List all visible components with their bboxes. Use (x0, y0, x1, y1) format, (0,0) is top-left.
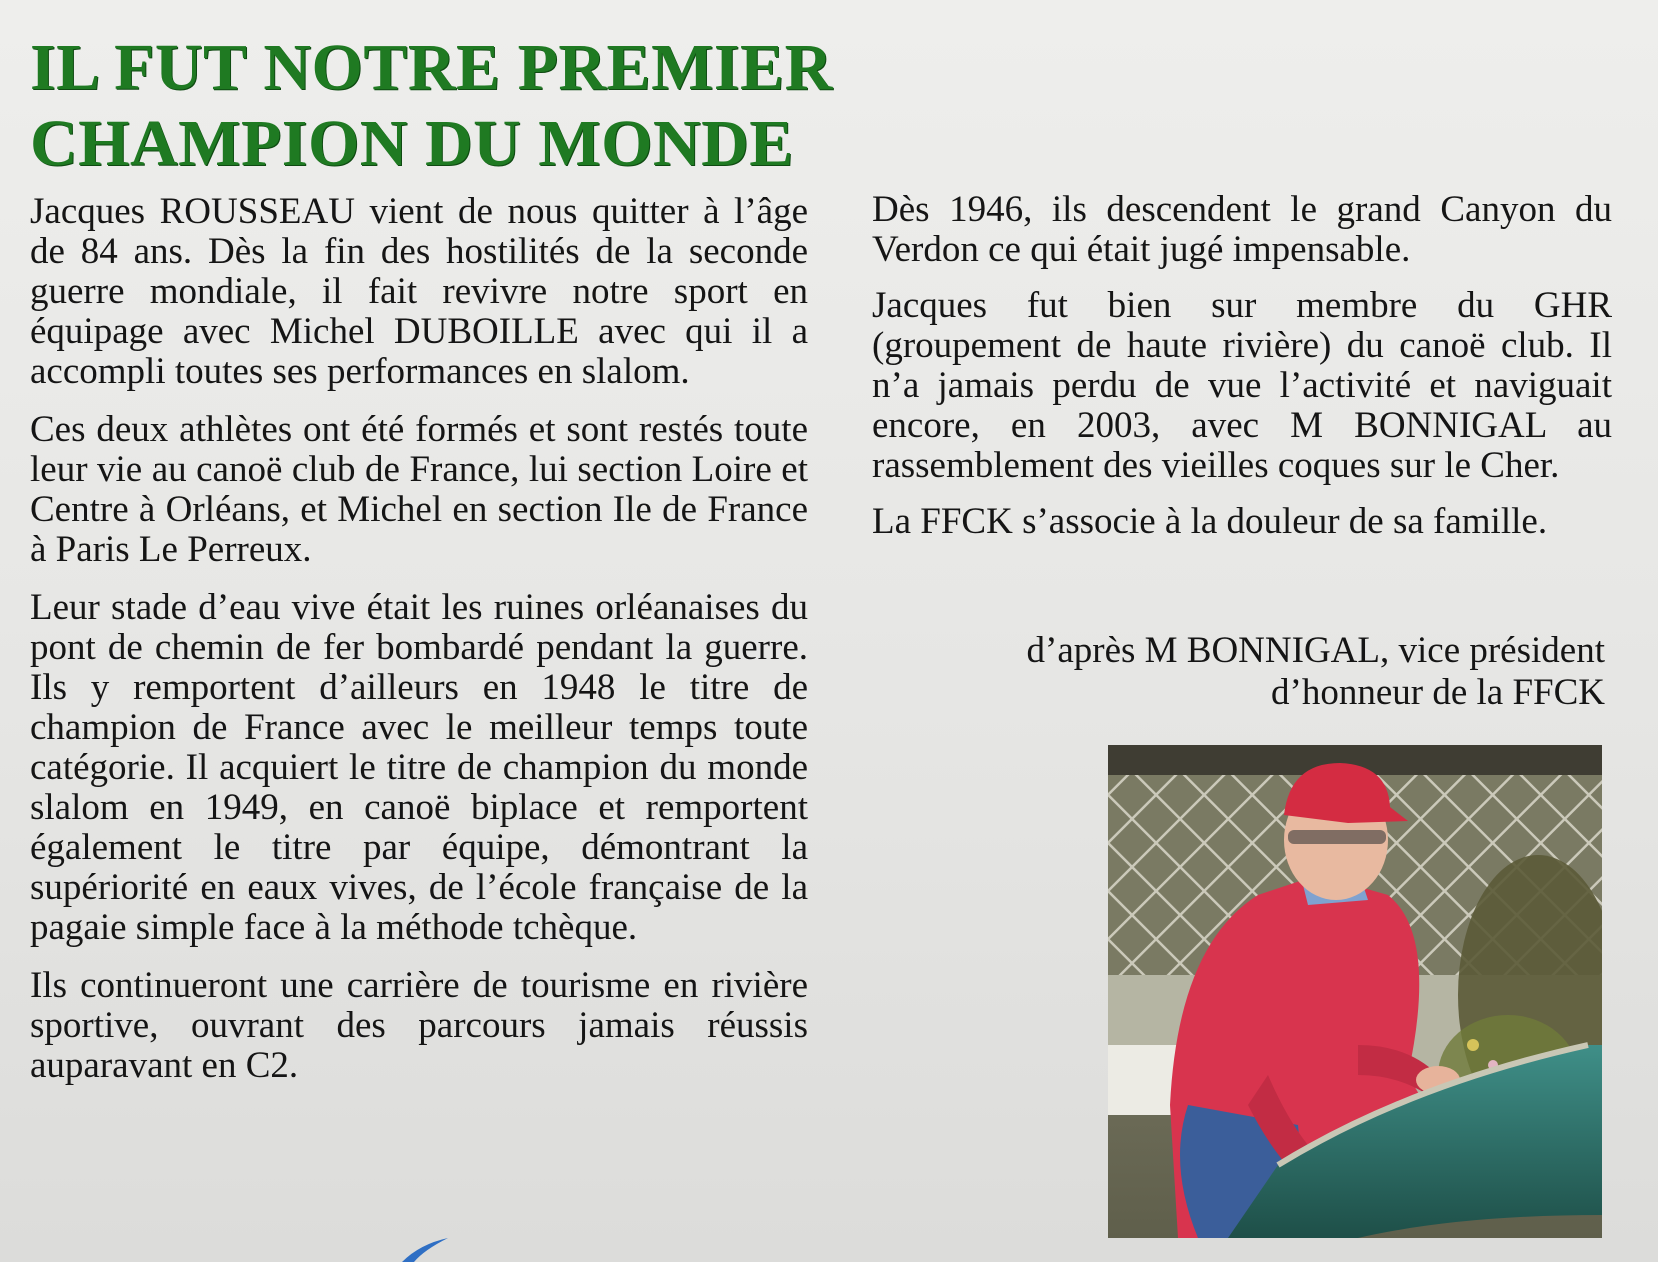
paragraph: La FFCK s’associe à la douleur de sa famille. (872, 501, 1548, 542)
paragraph: Leur stade d’eau vive était les ruines orléanaises du pont de chemin de fer bombardé pendant la guerre. Ils y remportent d’ailleurs en 1948 le titre de champion de France avec le meilleur temps toute catégorie. Il acquiert le titre de champion du monde slalom en 1949, en canoë biplace et remportent également le titre par équipe, démontrant la supériorité en eaux vives, de l’école française de la pagaie simple face à la méthode tchèque. (30, 587, 808, 948)
right-column (872, 190, 1612, 558)
title-line-2: CHAMPION DU MONDE (30, 107, 794, 180)
signature (960, 630, 1605, 714)
left-column (30, 192, 808, 1104)
portrait-photo (1108, 745, 1602, 1238)
swoosh-logo-fragment (400, 1236, 450, 1262)
paragraph: Jacques fut bien sur membre du GHR (groupement de haute rivière) du canoë club. Il n’a jamais perdu de vue l’activité et naviguait encore, en 2003, avec M BONNIGAL au rassemblement des vieilles coques sur le Cher. (872, 285, 1612, 486)
signature-line-1: d’après M BONNIGAL, vice président (1026, 630, 1605, 671)
paragraph: Ces deux athlètes ont été formés et sont restés toute leur vie au canoë club de France, lui section Loire et Centre à Orléans, et Michel en section Ile de France à Paris Le Perreux. (30, 409, 808, 570)
paragraph: Jacques ROUSSEAU vient de nous quitter à l’âge de 84 ans. Dès la fin des hostilités de la seconde guerre mondiale, il fait revivre notre sport en équipage avec Michel DUBOILLE avec qui il a accompli toutes ses performances en slalom. (30, 191, 808, 392)
portrait-illustration (1108, 745, 1602, 1238)
paragraph: Dès 1946, ils descendent le grand Canyon du Verdon ce qui était jugé impensable. (872, 189, 1612, 270)
paragraph: Ils continueront une carrière de tourisme en rivière sportive, ouvrant des parcours jamais réussis auparavant en C2. (30, 965, 808, 1086)
signature-line-2: d’honneur de la FFCK (1271, 672, 1605, 713)
article-title (30, 30, 930, 182)
title-line-1: IL FUT NOTRE PREMIER (30, 31, 833, 104)
